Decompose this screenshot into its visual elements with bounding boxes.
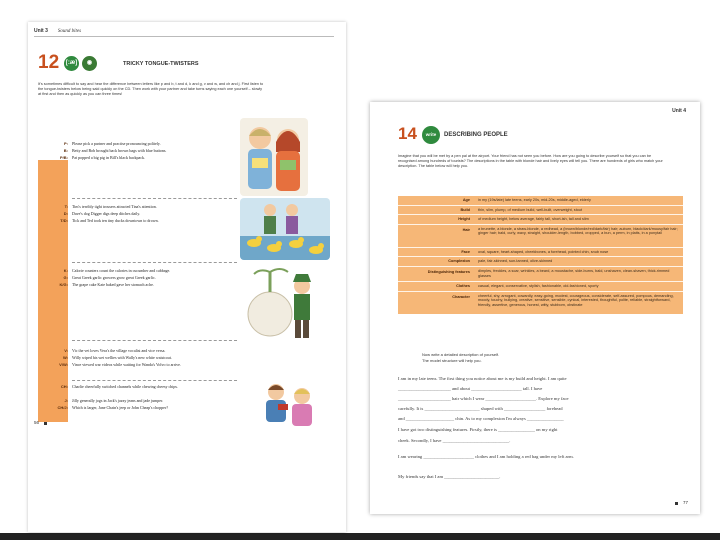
divider <box>72 262 237 263</box>
twister-text: Please pick a partner and practise pronouncing politely. <box>72 141 161 146</box>
unit-name: Sound bites <box>57 29 82 34</box>
twister-label: V: <box>64 348 68 353</box>
divider <box>72 340 237 341</box>
row-key: Age <box>462 198 470 202</box>
page-number: 77 <box>682 500 688 505</box>
twister-text: Charlie cheerfully switched channels while chewing cheesy chips. <box>72 384 178 389</box>
twister-text: Great Greek garlic growers grow great Greek garlic. <box>72 275 156 280</box>
row-key: Build <box>460 207 470 212</box>
twister-label: K/G: <box>59 282 68 287</box>
twister-label: D: <box>63 211 68 216</box>
section-number: 12 <box>38 52 60 73</box>
row-key: Hair <box>462 227 470 232</box>
illustration-ducks-canal <box>240 198 330 260</box>
model-line: _______________________ and about ______________________ tall. I have <box>398 386 543 391</box>
page-marker-icon <box>44 422 47 425</box>
left-textbook-page <box>28 22 346 532</box>
twister-text: Jilly generally jogs in Jack's jazzy jeans and jade jumper. <box>72 398 164 403</box>
row-key: Clothes <box>456 283 470 288</box>
row-key: Complexion <box>448 259 470 264</box>
model-line: I have got two distinguishing features. Firstly, there is ________________ on my right <box>398 427 558 432</box>
model-line: My friends say that I am ________________________. <box>398 474 501 479</box>
twister-text: Dave's dog Digger digs deep ditches daily. <box>72 211 141 216</box>
model-line: _______________________ hair which I wear ______________________. Explore my face <box>398 396 569 401</box>
row-key: Distinguishing features <box>427 269 470 274</box>
twister-label: K: <box>63 268 68 273</box>
row-value: casual, elegant, conservative, stylish, fashionable, old-fashioned, sporty <box>478 283 599 288</box>
unit-header <box>34 28 81 34</box>
row-value: dimples, freckles, a scar, wrinkles, a beard, a moustache, side-burns, bald, unshaven, clean-shaven, thick-rimmed glasses <box>478 268 670 278</box>
table-row <box>398 292 683 314</box>
twister-text: Vince viewed war videos while waiting for Wanda's Volvo to arrive. <box>72 362 181 367</box>
row-key: Height <box>458 217 470 222</box>
unit-label: Unit 3 <box>34 28 48 34</box>
row-value: a brunette, a blonde, a straw-blonde, a redhead, a (brown/blonde/red/dark/fair) hair; auburn, black/dark/mousy/fair hair; ginger hair; bald, curly, wavy, straight, shoulder-length, bobbed, cropped, a bun, a perm, in plaits, in a ponytail <box>478 226 678 236</box>
twister-label: CH/J: <box>57 405 68 410</box>
section-title: TRICKY TONGUE-TWISTERS <box>123 61 199 67</box>
table-row <box>398 267 683 282</box>
twister-text: Betty and Bob brought back brown bags with blue buttons. <box>72 148 167 153</box>
writing-prompt: Now write a detailed description of yourself. <box>422 352 500 357</box>
twister-text: The grape cake Kate baked gave her stomach ache. <box>72 282 154 287</box>
twister-text: Willy wiped his wet wellies with Wally's new white waistcoat. <box>72 355 172 360</box>
table-row <box>398 257 683 267</box>
row-value: thin, slim, plump, of medium build, well-built, overweight, stout <box>478 207 583 212</box>
model-line: cheek. Secondly, I have _____________________________. <box>398 438 511 443</box>
twister-label: T/D: <box>60 218 68 223</box>
header-rule <box>34 36 334 37</box>
table-row <box>398 215 683 225</box>
section-number: 14 <box>398 124 417 143</box>
intro-paragraph: Imagine that you will be met by a pen pal at the airport. Your friend has not seen you before. How are you going to describe yourself so that you can be recognised among hundreds of tourists? The descriptions in the table with blonde hair and lively eyes will tell you. There are hundreds of girls who match your description. The table below will help you. <box>398 154 663 169</box>
illustration-couple-reading <box>240 118 308 196</box>
illustration-garlic-grower <box>240 264 330 344</box>
table-row <box>398 225 683 248</box>
table-row <box>398 206 683 216</box>
unit-header: Unit 4 <box>672 108 686 114</box>
right-textbook-page <box>370 102 700 514</box>
twister-text: Calorie counters count the calories in cucumber and cabbage. <box>72 268 171 273</box>
divider <box>72 198 237 199</box>
twister-text: Tim's terribly tight trousers attracted Tina's attention. <box>72 204 157 209</box>
row-value: in my (19s/late) late teens, early 20s, mid-20s, middle-aged, elderly <box>478 198 591 202</box>
twister-label: P: <box>64 141 68 146</box>
section-title: DESCRIBING PEOPLE <box>444 132 508 138</box>
intro-paragraph: It's sometimes difficult to say and hear the difference between letters like p and b, t and d, k and g, v and w, and ch and j. First listen to the tongue-twisters below being said quickly on the CD. Then work with your partner and take turns saying each one yourself – slowly at first and then as quickly as you can three times! <box>38 82 264 97</box>
row-value: pale, fair-skinned, sun-tanned, olive-skinned <box>478 259 553 264</box>
write-badge: write <box>422 126 440 144</box>
twister-label: V/W: <box>59 362 68 367</box>
twister-label: B: <box>63 148 68 153</box>
twister-text: Which is larger, Jane Chain's jeep or John Cheap's chopper? <box>72 405 169 410</box>
page-number: 56 <box>34 420 40 425</box>
twister-label: CH: <box>60 384 68 389</box>
row-value: of medium height, below average, fairly tall, short-ish, tall and slim <box>478 217 589 222</box>
cd-icon: ◉ <box>82 56 97 71</box>
label-column-band <box>38 160 68 422</box>
book-binding-edge <box>0 533 720 540</box>
page-marker-icon <box>675 502 678 505</box>
twister-text: Vic the vet loves Vera's the village vocalist and vice versa. <box>72 348 166 353</box>
table-row <box>398 196 683 206</box>
twister-label: W: <box>62 355 68 360</box>
table-row <box>398 248 683 258</box>
twister-text: Pat popped a big pig in Bill's black backpack. <box>72 155 146 160</box>
row-value: oval, square, heart-shaped, cheekbones, a forehead, pointed chin, snub nose <box>478 249 609 254</box>
table-row <box>398 282 683 292</box>
illustration-children-eating <box>258 378 320 430</box>
divider <box>72 380 237 381</box>
twister-label: G: <box>63 275 68 280</box>
twister-label: P/B: <box>60 155 68 160</box>
row-key: Character <box>452 294 470 299</box>
twister-label: J: <box>64 398 68 403</box>
twister-text: Tick and Ted took ten tiny ducks downtown to drown. <box>72 218 159 223</box>
vocabulary-table <box>398 196 683 314</box>
row-value: cheerful, shy, arrogant, cowardly, easy-going, modest, courageous, considerate, self-assured, pompous, demanding, moody, touchy, bullying, creative, sensitive, sensible, cynical, interested, thoughtful, polite, reliable, straightforward, friendly, assertive, generous, honest, witty, stubborn, obstinate <box>478 293 674 307</box>
model-line: I am wearing ______________________ clothes and I am holding a red bag under my left arm. <box>398 454 574 459</box>
model-line: and _____________________ chin. As to my complexion I'm always ________________ <box>398 416 564 421</box>
writing-prompt-sub: The model structure will help you. <box>422 358 482 363</box>
model-line: I am in my late teens. The first thing you notice about me is my build and height. I am quite <box>398 376 567 381</box>
phonetics-badge: [:æ] <box>64 56 79 71</box>
model-line: carefully. It is ________________________ shaped with __________________ forehead <box>398 406 563 411</box>
row-key: Face <box>461 249 470 254</box>
twister-label: T: <box>64 204 68 209</box>
